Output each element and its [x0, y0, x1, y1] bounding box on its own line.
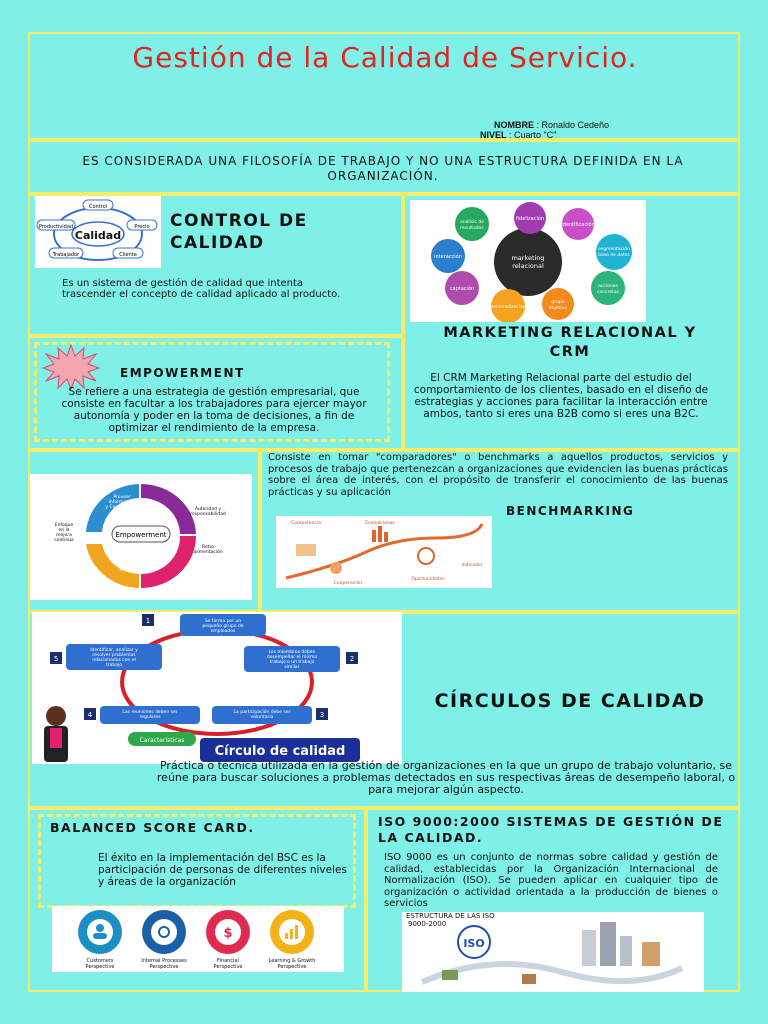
iso-image-subcaption: 9000-2000	[408, 920, 447, 928]
circulos-step-5-text: Identificar, analizar y resolver problemas relacionados con el trabajo	[90, 648, 138, 668]
control-node-0: Control	[88, 204, 108, 210]
empowerment-text: Se refiere a una estrategia de gestión empresarial, que consiste en facultar a los trabajadores para ejercer mayor autonomía y poder en la toma de decisiones, a fin de optimizar el rendimiento de la empresa.	[61, 386, 367, 434]
student-level	[480, 130, 556, 140]
control-node-3: Trabajador	[52, 252, 80, 258]
empowerment-node-3: Confiar en el equipo	[118, 563, 142, 573]
level-value: : Cuarto "C"	[506, 130, 557, 140]
marketing-node-6: captación	[449, 286, 475, 292]
marketing-node-0: fidelización	[515, 216, 545, 222]
intro-text: ES CONSIDERADA UNA FILOSOFÍA DE TRABAJO Y NO UNA ESTRUCTURA DEFINIDA EN LA ORGANIZACIÓN.	[82, 154, 684, 183]
circulos-step-1-num: 1	[145, 617, 151, 625]
student-name	[494, 120, 609, 130]
control-node-2: Cliente	[119, 252, 137, 258]
circulos-diagram	[32, 612, 402, 764]
circulos-step-5-num: 5	[53, 655, 59, 663]
marketing-diagram	[410, 200, 646, 322]
name-value: : Ronaldo Cedeño	[534, 120, 610, 130]
empowerment-node-1: Autoridad y responsabilidad	[190, 507, 226, 517]
circulos-step-4-num: 4	[87, 711, 93, 719]
page-title: Gestión de la Calidad de Servicio.	[132, 41, 638, 74]
circulos-text: Práctica o técnica utilizada en la gestión de organizaciones en la que un grupo de trabajo voluntario, se reúne para buscar soluciones a problemas detectados en sus respectivas áreas de desempeño laboral, o para mejorar algún aspecto.	[156, 759, 736, 796]
iso-logo: ISO	[463, 937, 485, 950]
starburst-icon	[42, 344, 100, 390]
circulos-step-3-num: 3	[319, 711, 325, 719]
circulos-step-3-text: La participación debe ser voluntaria	[233, 710, 291, 720]
bsc-heading: BALANCED SCORE CARD.	[50, 820, 255, 835]
marketing-text: El CRM Marketing Relacional parte del estudio del comportamiento de los clientes, basado en el diseño de estrategias y acciones para facilitar la interacción entre ambos, tanto si eres una B2B como si eres una B2C.	[413, 372, 709, 420]
level-label: NIVEL	[480, 130, 507, 140]
benchmarking-heading: BENCHMARKING	[506, 504, 635, 518]
benchmarking-label-2: Indicador	[461, 563, 483, 568]
empowerment-diagram	[30, 474, 252, 600]
marketing-node-7: interacción	[434, 254, 462, 260]
bsc-diagram	[52, 906, 344, 972]
circulos-heading: CÍRCULOS DE CALIDAD	[434, 690, 706, 712]
control-heading: CONTROL DE CALIDAD	[170, 211, 308, 253]
marketing-node-5: personalización	[490, 305, 526, 310]
dollar-icon: $	[223, 926, 233, 941]
marketing-node-4: grupo objetivo	[548, 300, 568, 311]
control-diagram-center: Calidad	[74, 229, 122, 242]
benchmarking-diagram	[276, 516, 492, 588]
marketing-node-8: análisis de resultados	[460, 220, 484, 231]
bsc-perspective-0: Customers Perspective	[85, 958, 115, 970]
benchmarking-text: Consiste en tomar "comparadores" o benchmarks a aquellos productos, servicios y procesos de trabajo que pertenezcan a organizaciones que evidencien las buenas prácticas sobre el área de interés, con el propósito de transferir el conocimiento de las buenas prácticas y su aplicación	[268, 452, 728, 498]
circulos-tag: Características	[139, 737, 185, 744]
bsc-perspective-3: Learning & Growth Perspective	[268, 958, 316, 970]
benchmarking-label-0: Competencia	[291, 521, 321, 526]
empowerment-node-4: Enfoque en la mejora continua	[54, 523, 74, 543]
empowerment-node-2: Retro alimentación	[193, 545, 223, 555]
circulos-step-2-text: Los miembros deben desempeñar el mismo trabajo o un trabajo similar	[266, 650, 318, 670]
iso-text: ISO 9000 es un conjunto de normas sobre calidad y gestión de calidad, establecidas por la Organización Internacional de Normalización (ISO). Se pueden aplicar en cualquier tipo de organización o actividad orientada a la producción de bienes o servicios	[384, 852, 718, 909]
circulos-step-2-num: 2	[349, 655, 355, 663]
marketing-diagram-center: marketing relacional	[511, 254, 545, 270]
bsc-text: El éxito en la implementación del BSC es la participación de personas de diferentes niveles y áreas de la organización	[98, 852, 347, 888]
control-diagram	[35, 196, 161, 268]
benchmarking-label-4: Cooperación	[333, 581, 363, 586]
iso-image-caption: ESTRUCTURA DE LAS ISO	[406, 912, 495, 920]
empowerment-node-0: Proveer Información y Capacitación	[105, 495, 139, 510]
circulos-step-1-text: Se forma por un pequeño grupo de empleados	[202, 619, 244, 634]
circulos-step-4-text: Las reuniones deben ser regulares	[122, 710, 178, 720]
bsc-perspective-1: Internal Processes Perspective	[141, 958, 187, 970]
benchmarking-label-1: Evaluaciones	[365, 521, 395, 526]
empowerment-diagram-center: Empowerment	[115, 531, 167, 539]
iso-image	[402, 912, 704, 992]
circulos-diagram-title: Círculo de calidad	[214, 744, 346, 759]
iso-heading: ISO 9000:2000 SISTEMAS DE GESTIÓN DE LA CALIDAD.	[378, 814, 724, 845]
name-label: NOMBRE	[494, 120, 534, 130]
control-text: Es un sistema de gestión de calidad que intenta trascender el concepto de calidad aplicado al producto.	[62, 278, 341, 300]
control-node-1: Precio	[134, 224, 150, 230]
bsc-perspective-2: Financial Perspective	[213, 958, 243, 970]
marketing-node-2: segmentación base de datos	[598, 247, 630, 258]
control-node-4: Productividad	[38, 224, 74, 230]
marketing-heading: MARKETING RELACIONAL Y CRM	[443, 325, 697, 360]
marketing-node-1: identificación	[561, 222, 595, 228]
empowerment-heading: EMPOWERMENT	[120, 366, 245, 380]
marketing-node-3: acciones concretas	[597, 284, 619, 295]
benchmarking-label-3: Oportunidades	[411, 577, 445, 582]
